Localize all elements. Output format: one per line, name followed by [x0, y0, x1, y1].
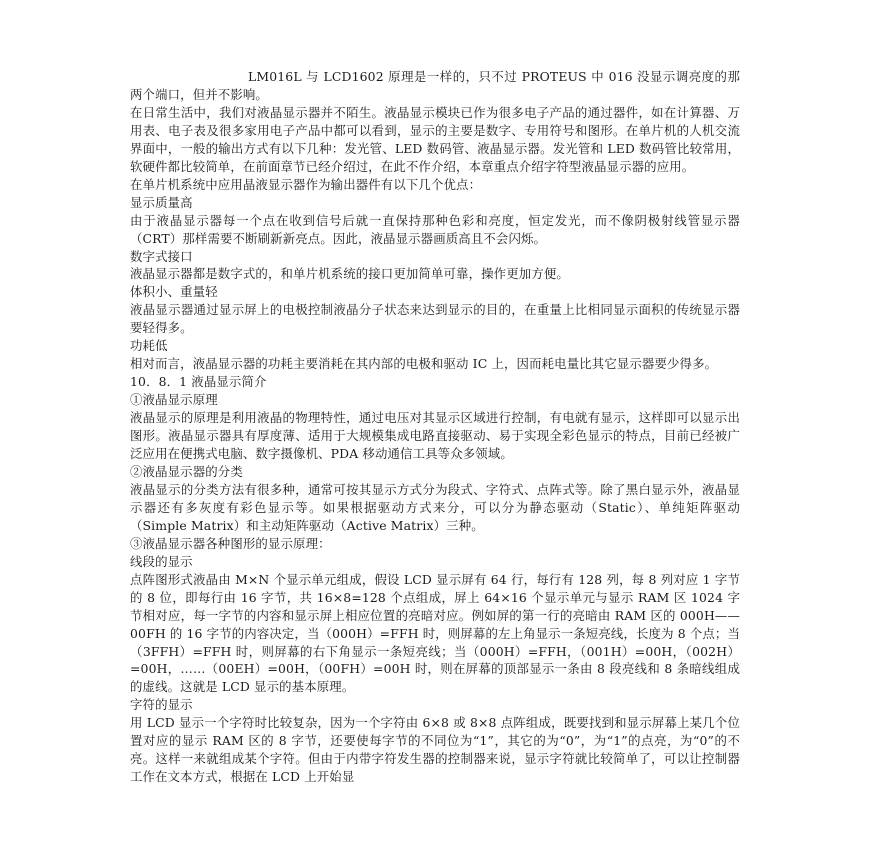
heading-digital-interface: 数字式接口 — [130, 248, 193, 264]
paragraph-digital-interface: 液晶显示器都是数字式的，和单片机系统的接口更加简单可靠，操作更加方便。 — [130, 266, 569, 282]
paragraph-classification: 液晶显示的分类方法有很多种，通常可按其显示方式分为段式、字符式、点阵式等。除了黑白显示外，液晶显示器还有多灰度有彩色显示等。如果根据驱动方式来分，可以分为静态驱动（Static）、单纯矩阵驱动（Simple Matrix）和主动矩阵驱动（Active Matrix）三种。 — [130, 481, 740, 533]
heading-small-light: 体积小、重量轻 — [130, 284, 218, 300]
heading-graphics-principle: ③液晶显示器各种图形的显示原理： — [130, 535, 331, 551]
heading-low-power: 功耗低 — [130, 338, 168, 354]
intro-note: LM016L 与 LCD1602 原理是一样的，只不过 PROTEUS 中 016 没显示调亮度的那两个端口，但并不影响。 — [130, 69, 740, 102]
document-page — [130, 68, 740, 786]
paragraph-advantages-intro: 在单片机系统中应用晶液显示器作为输出器件有以下几个优点： — [130, 176, 482, 192]
heading-line-display: 线段的显示 — [130, 553, 193, 569]
paragraph-everyday-life: 在日常生活中，我们对液晶显示器并不陌生。液晶显示模块已作为很多电子产品的通过器件，如在计算器、万用表、电子表及很多家用电子产品中都可以看到，显示的主要是数字、专用符号和图形。在单片机的人机交流界面中，一般的输出方式有以下几种：发光管、LED 数码管、液晶显示器。发光管和 LED 数码管比较常用，软硬件都比较简单，在前面章节已经介绍过，在此不作介绍，本章重点介绍字符型液晶显示器的应用。 — [130, 104, 740, 174]
paragraph-line-display: 点阵图形式液晶由 M×N 个显示单元组成，假设 LCD 显示屏有 64 行，每行有 128 列，每 8 列对应 1 字节的 8 位，即每行由 16 字节，共 16×8=128 个点组成，屏上 64×16 个显示单元与显示 RAM 区 1024 字节相对应，每一字节的内容和显示屏上相应位置的亮暗对应。例如屏的第一行的亮暗由 RAM 区的 000H——00FH 的 16 字节的内容决定，当（000H）=FFH 时，则屏幕的左上角显示一条短亮线，长度为 8 个点；当（3FFH）=FFH 时，则屏幕的右下角显示一条短亮线；当（000H）=FFH，（001H）=00H，（002H）=00H，……（00EH）=00H，（00FH）=00H 时，则在屏幕的顶部显示一条由 8 段亮线和 8 条暗线组成的虚线。这就是 LCD 显示的基本原理。 — [130, 571, 740, 695]
paragraph-low-power: 相对而言，液晶显示器的功耗主要消耗在其内部的电极和驱动 IC 上，因而耗电量比其它显示器要少得多。 — [130, 356, 718, 372]
heading-char-display: 字符的显示 — [130, 697, 193, 713]
paragraph-principle: 液晶显示的原理是利用液晶的物理特性，通过电压对其显示区域进行控制，有电就有显示，这样即可以显示出图形。液晶显示器具有厚度薄、适用于大规模集成电路直接驱动、易于实现全彩色显示的特点，目前已经被广泛应用在便携式电脑、数字摄像机、PDA 移动通信工具等众多领域。 — [130, 410, 740, 462]
heading-principle: ①液晶显示原理 — [130, 392, 218, 408]
section-title: 10．8．1 液晶显示简介 — [130, 374, 267, 390]
paragraph-display-quality: 由于液晶显示器每一个点在收到信号后就一直保持那种色彩和亮度，恒定发光，而不像阴极射线管显示器（CRT）那样需要不断刷新新亮点。因此，液晶显示器画质高且不会闪烁。 — [130, 212, 740, 246]
paragraph-small-light: 液晶显示器通过显示屏上的电极控制液晶分子状态来达到显示的目的，在重量上比相同显示面积的传统显示器要轻得多。 — [130, 302, 740, 336]
heading-classification: ②液晶显示器的分类 — [130, 463, 243, 479]
heading-display-quality: 显示质量高 — [130, 194, 193, 210]
paragraph-char-display: 用 LCD 显示一个字符时比较复杂，因为一个字符由 6×8 或 8×8 点阵组成，既要找到和显示屏幕上某几个位置对应的显示 RAM 区的 8 字节，还要使每字节的不同位为“1”，其它的为“0”，为“1”的点亮，为“0”的不亮。这样一来就组成某个字符。但由于内带字符发生器的控制器来说，显示字符就比较简单了，可以让控制器工作在文本方式，根据在 LCD 上开始显 — [130, 715, 740, 785]
